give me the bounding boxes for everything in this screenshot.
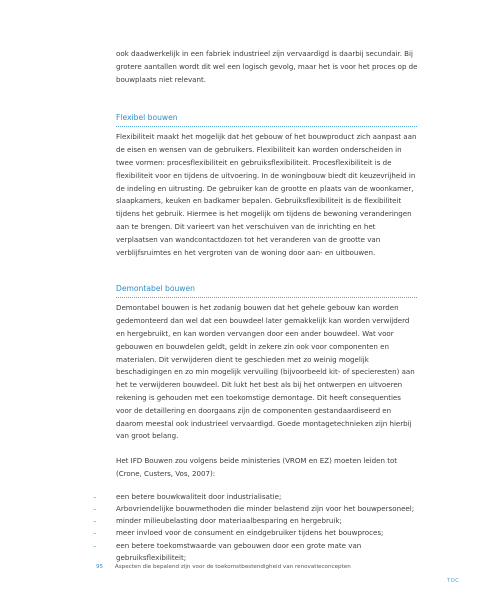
list-item: – meer invloed voor de consument en eindgebruiker tijdens het bouwproces; [116,527,418,539]
flexibel-paragraph: Flexibiliteit maakt het mogelijk dat het gebouw of het bouwproduct zich aanpast aan de eisen en wensen van de gebruikers. Flexibiliteit kan worden onderscheiden in twee vormen: procesflexibiliteit en gebruiksflexibiliteit. Procesflexibiliteit is de flexibiliteit voor en tijdens de uitvoering. In de woningbouw biedt dit keuzevrijheid in de indeling en uitrusting. De gebruiker kan de grootte en plaats van de woonkamer, slaapkamers, keuken en badkamer bepalen. Gebruiksflexibiliteit is de flexibiliteit tijdens het gebruik. Hiermee is het mogelijk om tijdens de bewoning veranderingen aan te brengen. Dit varieert van het verschuiven van de inrichting en het verplaatsen van wandcontactdozen tot het veranderen van de grootte van verblijfsruimtes en het vergroten van de woning door aan- en uitbouwen. [116,132,417,257]
heading-flexibel-bouwen: Flexibel bouwen [116,113,178,123]
heading-demontabel-bouwen: Demontabel bouwen [116,284,195,294]
list-item: – een betere bouwkwaliteit door industrialisatie; [116,491,418,503]
ifd-paragraph: Het IFD Bouwen zou volgens beide ministeries (VROM en EZ) moeten leiden tot (Crone, Custers, Vos, 2007): [116,456,398,478]
dash-bullet: – [93,516,97,526]
running-title: Aspecten die bepalend zijn voor de toekomstbestendigheid van renovatieconcepten [114,564,351,570]
list-item: – Arbovriendelijke bouwmethoden die minder belastend zijn voor het bouwpersoneel; [116,503,418,515]
page-footer [96,564,351,570]
dash-bullet: – [93,491,97,501]
list-item: – een betere toekomstwaarde van gebouwen door een grote mate van gebruiksflexibiliteit; [93,540,362,562]
page-number: 95 [96,564,104,570]
dash-bullet: – [93,503,97,513]
toc-link[interactable]: TOC [447,578,460,584]
page-body [93,48,418,564]
ifd-goals-list [93,491,418,564]
intro-paragraph: ook daadwerkelijk in een fabriek industrieel zijn vervaardigd is daarbij secundair. Bij grotere aantallen wordt dit wel een logisch gevolg, maar het is voor het proces op de bouwplaats niet relevant. [116,49,418,84]
list-item: – minder milieubelasting door materiaalbesparing en hergebruik; [116,515,418,527]
dash-bullet: – [93,540,97,550]
dash-bullet: – [93,528,97,538]
demontabel-paragraph: Demontabel bouwen is het zodanig bouwen dat het gehele gebouw kan worden gedemonteerd dan wel dat een bouwdeel later gemakkelijk kan worden verwijderd en hergebruikt, en kan worden vervangen door een ander bouwdeel. Wat voor gebouwen en bouwdelen geldt, geldt in zekere zin ook voor componenten en materialen. Dit verwijderen dient te geschieden met zo weinig mogelijk beschadigingen en zo min mogelijk vervuiling (bijvoorbeeld kit- of specieresten) aan het te verwijderen bouwdeel. Dit lukt het best als bij het ontwerpen en uitvoeren rekening is gehouden met een toekomstige demontage. Dit heeft consequenties voor de detaillering en doorgaans zijn de componenten gestandaardiseerd en daarom meestal ook industrieel vervaardigd. Goede montagetechnieken zijn hierbij van groot belang. [116,303,415,441]
